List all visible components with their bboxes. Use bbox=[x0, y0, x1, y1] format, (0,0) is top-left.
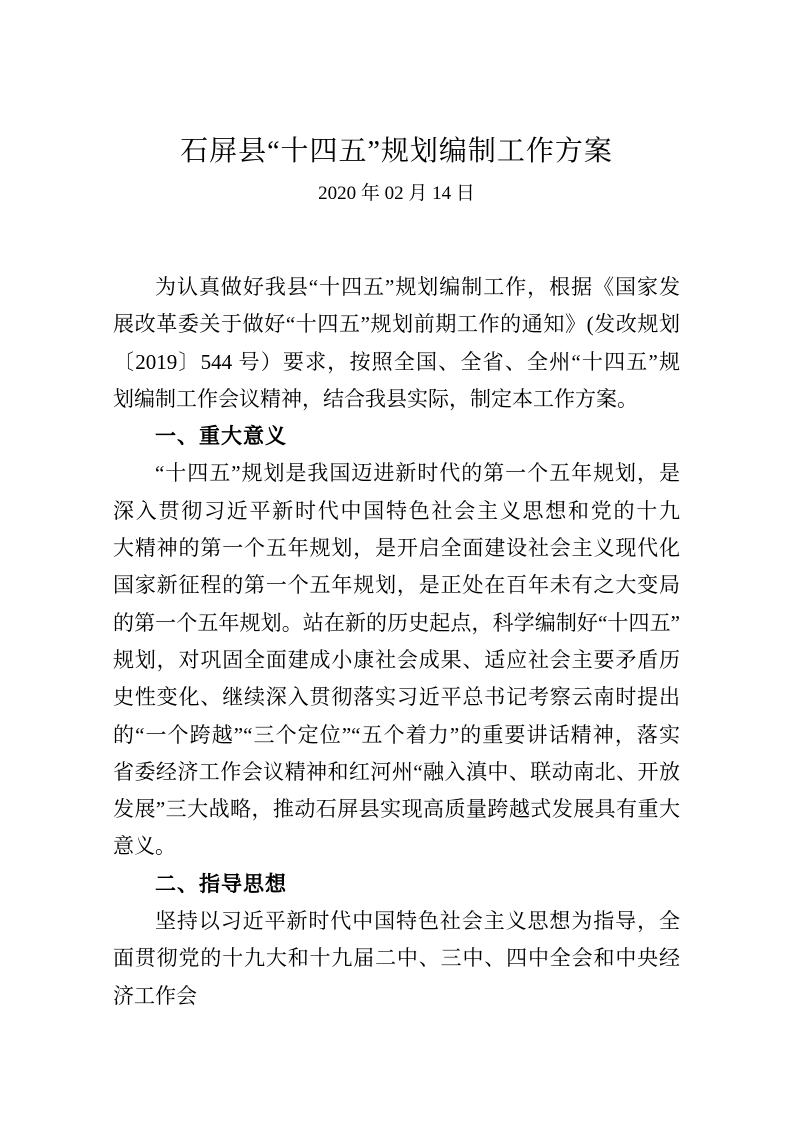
section1-paragraph-line: 大精神的第一个五年规划，是开启全面建设社会主义现代化 bbox=[113, 536, 680, 561]
doc-date: 2020 年 02 月 14 日 bbox=[318, 183, 475, 204]
section-heading-1: 一、重大意义 bbox=[155, 425, 287, 449]
intro-paragraph-line: 展改革委关于做好“十四五”规划前期工作的通知》(发改规划 bbox=[113, 312, 680, 337]
intro-paragraph-line: 划编制工作会议精神，结合我县实际，制定本工作方案。 bbox=[113, 386, 638, 411]
section2-paragraph-line: 济工作会 bbox=[113, 983, 197, 1008]
section1-paragraph-line: 的第一个五年规划。站在新的历史起点，科学编制好“十四五” bbox=[113, 610, 680, 635]
section1-paragraph-line: 国家新征程的第一个五年规划，是正处在百年未有之大变局 bbox=[113, 573, 680, 598]
doc-title: 石屏县“十四五”规划编制工作方案 bbox=[180, 136, 613, 167]
section1-paragraph-line: 史性变化、继续深入贯彻落实习近平总书记考察云南时提出 bbox=[113, 685, 680, 710]
section2-paragraph-line: 面贯彻党的十九大和十九届二中、三中、四中全会和中央经 bbox=[113, 946, 680, 971]
section-heading-2: 二、指导思想 bbox=[155, 872, 287, 896]
section1-paragraph-line: 深入贯彻习近平新时代中国特色社会主义思想和党的十九 bbox=[113, 498, 680, 523]
section1-paragraph-line: 意义。 bbox=[113, 834, 176, 859]
section1-paragraph-line: “十四五”规划是我国迈进新时代的第一个五年规划，是 bbox=[155, 461, 680, 486]
intro-paragraph-line: 为认真做好我县“十四五”规划编制工作，根据《国家发 bbox=[155, 275, 680, 299]
section1-paragraph-line: 发展”三大战略，推动石屏县实现高质量跨越式发展具有重大 bbox=[113, 797, 680, 822]
intro-paragraph-line: 〔2019〕544 号）要求，按照全国、全省、全州“十四五”规 bbox=[113, 349, 680, 374]
doc-body bbox=[113, 269, 680, 1015]
section1-paragraph-line: 规划，对巩固全面建成小康社会成果、适应社会主要矛盾历 bbox=[113, 647, 680, 672]
section1-paragraph-line: 省委经济工作会议精神和红河州“融入滇中、联动南北、开放 bbox=[113, 759, 680, 784]
section2-paragraph-line: 坚持以习近平新时代中国特色社会主义思想为指导，全 bbox=[155, 909, 680, 934]
section1-paragraph-line: 的“一个跨越”“三个定位”“五个着力”的重要讲话精神，落实 bbox=[113, 722, 680, 747]
